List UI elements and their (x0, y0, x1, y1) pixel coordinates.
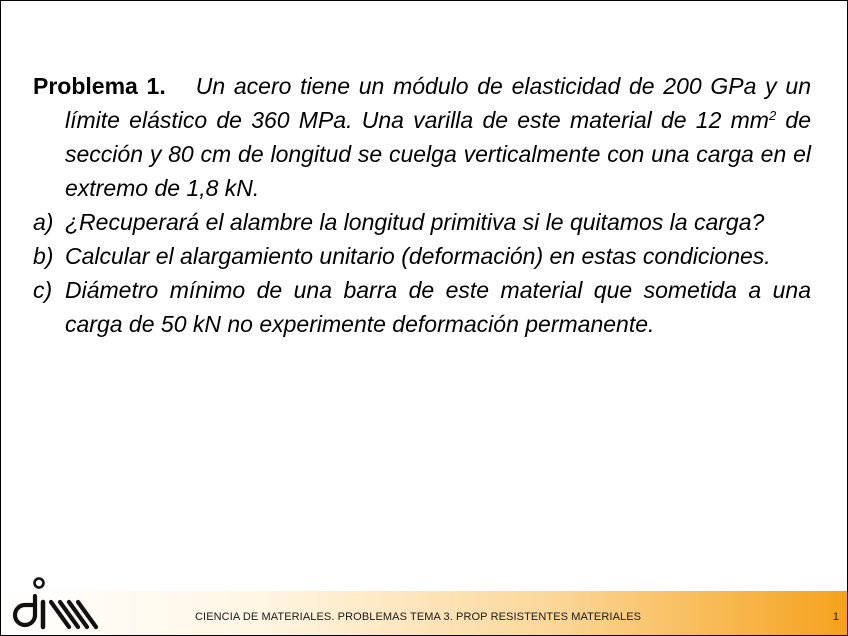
footer-bar (1, 591, 847, 635)
superscript-two: 2 (768, 108, 777, 123)
dim-logo (5, 575, 103, 633)
item-b-text: Calcular el alargamiento unitario (deformación) en estas condiciones. (65, 243, 771, 269)
problem-content (33, 69, 811, 341)
item-a-text: ¿Recuperará el alambre la longitud primitiva si le quitamos la carga? (65, 209, 765, 235)
item-c-text: Diámetro mínimo de una barra de este material que sometida a una carga de 50 kN no experimente deformación permanente. (65, 277, 811, 337)
statement-part1: Un acero tiene un módulo de elasticidad de 200 GPa y un límite elástico de 360 MPa. Una varilla de este material de 12 mm (65, 73, 811, 133)
problem-label: Problema 1. (33, 73, 166, 99)
statement-part2: de sección y 80 cm de longitud se cuelga verticalmente con una carga en el extremo de 1,8 kN. (65, 107, 811, 201)
item-c (33, 273, 811, 341)
item-b (33, 239, 811, 273)
item-a (33, 205, 811, 239)
page-number: 1 (832, 611, 839, 623)
footer-title: CIENCIA DE MATERIALES. PROBLEMAS TEMA 3. PROP RESISTENTES MATERIALES (195, 611, 642, 623)
problem-statement (33, 69, 811, 205)
item-b-label: b) (33, 243, 54, 269)
item-a-label: a) (33, 209, 54, 235)
item-c-label: c) (33, 277, 53, 303)
